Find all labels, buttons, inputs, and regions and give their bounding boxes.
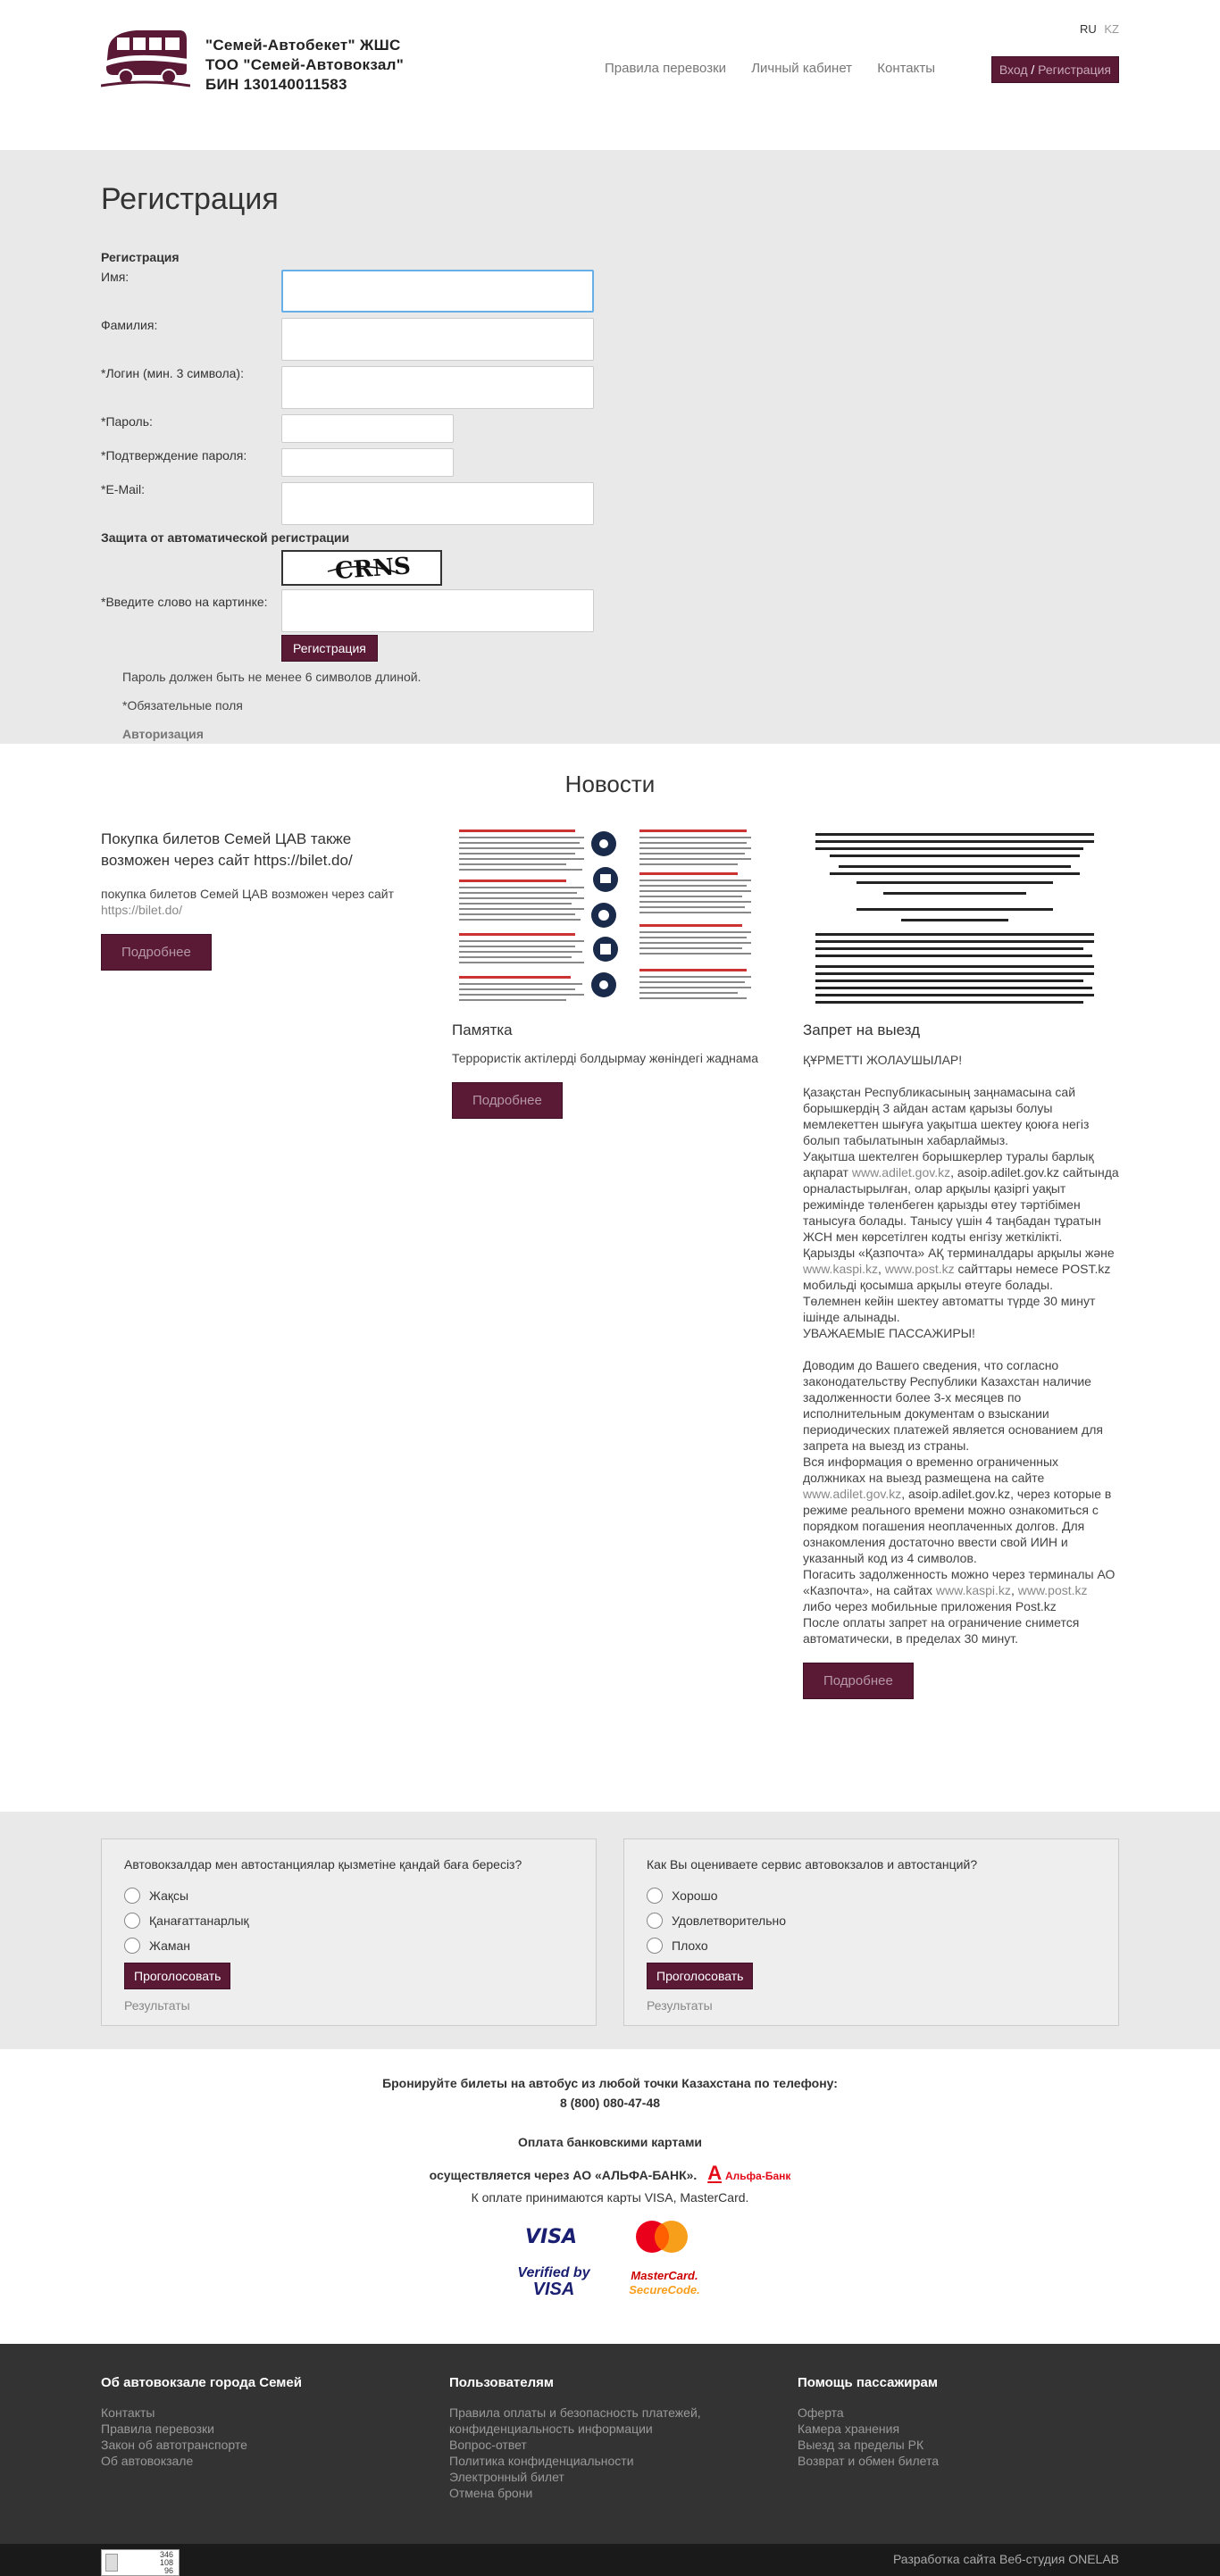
more-button[interactable]: Подробнее — [803, 1663, 914, 1699]
alfa-logo-icon: А — [707, 2162, 723, 2184]
mc-text: MasterCard. — [631, 2269, 698, 2282]
password-note: Пароль должен быть не менее 6 символов длиной. — [122, 670, 422, 684]
news-paragraph: Доводим до Вашего сведения, что согласно законодательству Республики Казахстан наличие задолженности более 3-х месяцев по исполнительным документам о взыскании периодических платежей является основанием для запрета на выезд из страны. — [803, 1358, 1103, 1453]
footer-link[interactable]: Отмена брони — [449, 2486, 533, 2500]
alfa-bank-name: Альфа-Банк — [724, 2170, 791, 2182]
mc-secure-text: SecureCode. — [629, 2283, 700, 2297]
memo-image[interactable] — [452, 826, 756, 1009]
news-text — [803, 1052, 1119, 1646]
booking-phone[interactable]: 8 (800) 080-47-48 — [559, 2096, 661, 2110]
footer-link[interactable]: Электронный билет — [449, 2470, 564, 2484]
news-heading[interactable]: Покупка билетов Семей ЦАВ также возможен через сайт https://bilet.do/ — [101, 830, 353, 869]
company-name — [205, 36, 404, 95]
login-label: *Логин (мин. 3 символа): — [101, 366, 244, 380]
poll-option-label: Жақсы — [149, 1888, 189, 1903]
ban-notice-image[interactable] — [803, 826, 1107, 1009]
required-note: *Обязательные поля — [122, 698, 243, 713]
bus-logo-icon[interactable] — [101, 23, 190, 91]
poll-option[interactable] — [124, 1938, 573, 1954]
poll-option-label: Хорошо — [672, 1888, 718, 1903]
confirm-password-input[interactable] — [281, 448, 454, 477]
password-label: *Пароль: — [101, 414, 153, 429]
language-switcher — [1075, 22, 1119, 36]
radio-button[interactable] — [647, 1938, 663, 1954]
news-item-2 — [452, 826, 773, 1119]
captcha-label: *Введите слово на картинке: — [101, 595, 268, 609]
footer-title: Помощь пассажирам — [798, 2375, 938, 2390]
company-line: ТОО "Семей-Автовокзал" — [205, 56, 405, 73]
verified-by-visa-logo-icon — [516, 2265, 591, 2305]
news-paragraph: Уақытша шектелген борышкерлер туралы барлық ақпарат www.adilet.gov.kz, asoip.adilet.gov.kz сайтында орналастырылған, олар арқылы қазіргі уақыт режимінде төленбеген қарызды өтеу тәртібімен танысуға болады. Танысу үшін 4 таңбадан тұратын ЖСН мен көрсетілген кодты енгізу жеткілікті. — [803, 1149, 1119, 1244]
news-item-3 — [803, 826, 1119, 1699]
site-header — [0, 0, 1220, 150]
post-link[interactable]: www.post.kz — [884, 1262, 955, 1276]
visa-text: VISA — [525, 2226, 578, 2248]
kaspi-link[interactable]: www.kaspi.kz — [935, 1583, 1011, 1597]
news-section — [0, 744, 1220, 1812]
poll-option-label: Жаман — [149, 1938, 191, 1953]
surname-label: Фамилия: — [101, 318, 158, 332]
footer-col-about — [101, 2375, 414, 2469]
footer-title: Пользователям — [449, 2375, 554, 2390]
news-heading[interactable]: Запрет на выезд — [803, 1021, 921, 1038]
captcha-input[interactable] — [281, 589, 594, 632]
form-section-label: Регистрация — [101, 250, 180, 264]
footer-link[interactable]: Контакты — [101, 2405, 155, 2420]
counter-value: 96 — [163, 2566, 173, 2575]
footer-link[interactable]: Закон об автотранспорте — [101, 2438, 247, 2452]
cards-title: Оплата банковскими картами — [517, 2135, 703, 2149]
alfa-text: осуществляется через АО «АЛЬФА-БАНК». — [429, 2168, 698, 2182]
confirm-password-label: *Подтверждение пароля: — [101, 448, 247, 463]
captcha-word: CRNS — [334, 553, 412, 584]
poll-results-link[interactable]: Результаты — [124, 1998, 190, 2013]
captcha-image — [281, 550, 442, 586]
poll-option-label: Қанағаттанарлық — [149, 1913, 249, 1928]
news-paragraph: Қарызды «Қазпочта» АҚ терминалдары арқылы және www.kaspi.kz, www.post.kz сайттары немесе POST.kz мобильді қосымша арқылы өтеуге болады. — [803, 1246, 1115, 1292]
company-bin: БИН 130140011583 — [205, 76, 347, 93]
login-input[interactable] — [281, 366, 594, 409]
polls-section — [0, 1812, 1220, 2049]
poll-question: Автовокзалдар мен автостанциялар қызметіне қандай баға бересіз? — [124, 1857, 522, 1872]
verified-visa-text: VISA — [532, 2280, 575, 2299]
poll-option[interactable] — [124, 1888, 573, 1904]
adilet-link[interactable]: www.adilet.gov.kz — [803, 1487, 902, 1501]
kaspi-link[interactable]: www.kaspi.kz — [803, 1262, 879, 1276]
lang-kz[interactable]: KZ — [1104, 22, 1119, 36]
news-paragraph: Вся информация о временно ограниченных должниках на выезд размещена на сайте www.adilet.gov.kz, asoip.adilet.gov.kz, через которые в режиме реального времени можно ознакомиться с порядком погашения неоплаченных долгов. Для ознакомления достаточно ввести свой ИИН и указанный код из 4 символов. — [803, 1455, 1112, 1565]
news-text: Террористік актілерді болдырмау жөніндегі жаднама — [452, 1051, 759, 1065]
footer-col-help — [798, 2375, 1110, 2469]
news-paragraph: Погасить задолженность можно через терминалы АО «Казпочта», на сайтах www.kaspi.kz, www.post.kz либо через мобильные приложения Post.kz — [803, 1567, 1116, 1613]
footer-link[interactable]: Правила оплаты и безопасность платежей, конфиденциальность информации — [449, 2405, 701, 2436]
name-label: Имя: — [101, 270, 130, 284]
footer-title: Об автовокзале города Семей — [101, 2375, 302, 2390]
top-navigation — [605, 61, 957, 76]
visa-logo-icon — [525, 2226, 578, 2249]
more-button[interactable]: Подробнее — [101, 934, 212, 971]
register-link[interactable]: Регистрация — [1038, 63, 1111, 77]
password-input[interactable] — [281, 414, 454, 443]
booking-text: Бронируйте билеты на автобус из любой точки Казахстана по телефону: — [382, 2076, 838, 2090]
news-text-body: покупка билетов Семей ЦАВ возможен через сайт — [101, 887, 395, 901]
poll-option[interactable] — [647, 1913, 1096, 1929]
name-input[interactable] — [281, 270, 594, 313]
auth-button — [991, 56, 1119, 83]
counter-value: 346 — [159, 2550, 173, 2559]
surname-input[interactable] — [281, 318, 594, 361]
poll-option[interactable] — [124, 1913, 573, 1929]
auth-link[interactable]: Авторизация — [122, 727, 204, 741]
radio-button[interactable] — [647, 1913, 663, 1929]
poll-question: Как Вы оцениваете сервис автовокзалов и автостанций? — [647, 1857, 978, 1872]
news-heading[interactable]: Памятка — [452, 1021, 513, 1038]
footer-link[interactable]: Вопрос-ответ — [449, 2438, 527, 2452]
vote-button[interactable]: Проголосовать — [124, 1963, 230, 1989]
footer-link[interactable]: Правила перевозки — [101, 2422, 214, 2436]
page-title: Регистрация — [101, 182, 279, 216]
radio-button[interactable] — [124, 1938, 140, 1954]
company-line: "Семей-Автобекет" ЖШС — [205, 37, 401, 54]
nav-rules[interactable]: Правила перевозки — [605, 61, 727, 76]
radio-button[interactable] — [124, 1913, 140, 1929]
register-submit-button[interactable]: Регистрация — [281, 635, 378, 662]
mastercard-securecode-logo-icon — [629, 2269, 700, 2305]
poll-results-link[interactable]: Результаты — [647, 1998, 713, 2013]
alfa-line — [0, 2162, 1220, 2185]
adilet-link[interactable]: www.adilet.gov.kz — [851, 1165, 951, 1180]
site-footer — [0, 2344, 1220, 2544]
accepted-cards: К оплате принимаются карты VISA, MasterCard. — [471, 2190, 749, 2205]
developer-credit[interactable]: Разработка сайта Веб-студия ONELAB — [892, 2552, 1119, 2566]
news-paragraph: После оплаты запрет на ограничение снимется автоматически, в пределах 30 минут. — [803, 1615, 1080, 1646]
news-paragraph: Төлемнен кейін шектеу автоматты түрде 30 минут ішінде алынады. — [803, 1294, 1096, 1324]
footer-link[interactable]: Политика конфиденциальности — [449, 2454, 634, 2468]
radio-button[interactable] — [647, 1888, 663, 1904]
email-input[interactable] — [281, 482, 594, 525]
footer-link[interactable]: Выезд за пределы РК — [798, 2438, 924, 2452]
news-paragraph: ҚҰРМЕТТІ ЖОЛАУШЫЛАР! — [803, 1053, 963, 1067]
verified-text: Verified by — [517, 2265, 590, 2280]
lang-ru[interactable]: RU — [1079, 22, 1097, 36]
more-button[interactable]: Подробнее — [452, 1082, 563, 1119]
news-title: Новости — [564, 771, 656, 797]
news-paragraph: Қазақстан Республикасының заңнамасына сай борышкердің 3 айдан астам қарызы болуы мемлекеттен шығуға уақытша шектеу қоюға негіз болып табылатынын хабарлаймыз. — [803, 1085, 1090, 1147]
nav-cabinet[interactable]: Личный кабинет — [751, 61, 853, 76]
poll-option[interactable] — [647, 1888, 1096, 1904]
poll-kz — [101, 1838, 597, 2026]
post-link[interactable]: www.post.kz — [1017, 1583, 1088, 1597]
poll-ru — [623, 1838, 1119, 2026]
footer-col-users — [449, 2375, 744, 2501]
counter-value: 108 — [159, 2558, 173, 2567]
poll-option-label: Плохо — [672, 1938, 708, 1953]
footer-link[interactable]: Возврат и обмен билета — [798, 2454, 939, 2468]
news-paragraph: УВАЖАЕМЫЕ ПАССАЖИРЫ! — [803, 1326, 975, 1340]
bottom-bar — [0, 2544, 1220, 2576]
footer-link[interactable]: Оферта — [798, 2405, 844, 2420]
vote-button[interactable]: Проголосовать — [647, 1963, 753, 1989]
auth-separator: / — [1031, 63, 1035, 77]
poll-option[interactable] — [647, 1938, 1096, 1954]
nav-contacts[interactable]: Контакты — [877, 61, 936, 76]
news-text — [101, 886, 422, 918]
radio-button[interactable] — [124, 1888, 140, 1904]
footer-link[interactable]: Об автовокзале — [101, 2454, 194, 2468]
email-label: *E-Mail: — [101, 482, 146, 496]
news-item-1 — [101, 829, 422, 971]
payment-section — [0, 2049, 1220, 2344]
registration-section — [0, 150, 1220, 744]
mastercard-logo-icon — [634, 2219, 689, 2255]
footer-link[interactable]: Камера хранения — [798, 2422, 900, 2436]
login-link[interactable]: Вход — [999, 63, 1028, 77]
captcha-section-label: Защита от автоматической регистрации — [101, 530, 350, 545]
poll-option-label: Удовлетворительно — [672, 1913, 787, 1928]
visitor-counter-icon[interactable] — [101, 2549, 180, 2576]
bilet-link[interactable]: https://bilet.do/ — [101, 903, 183, 917]
